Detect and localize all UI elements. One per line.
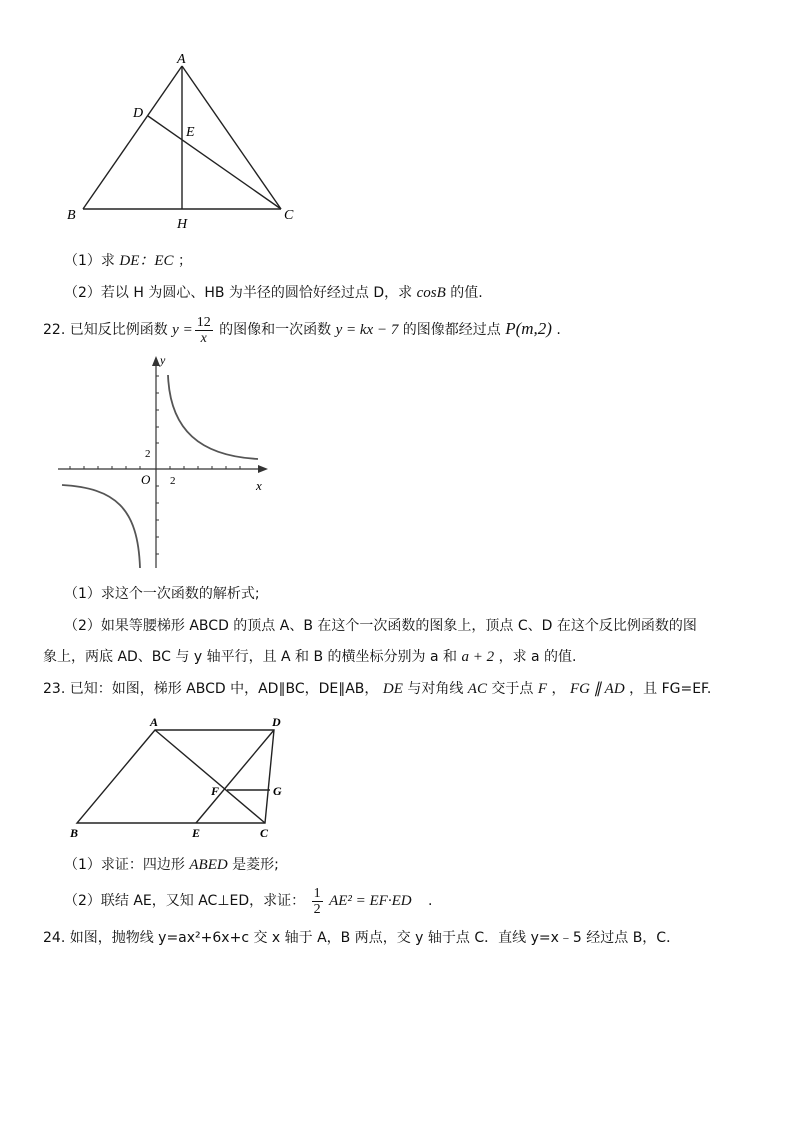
q22-part1: （1）求这个一次函数的解析式; [64,586,260,602]
q22-stem: 22. 已知反比例函数 y = $\frac{12}{x}$ 的图像和一次函数 y = kx − 7 的图像都经过点 P(m,2) . [43,314,561,346]
label-a: A [150,715,159,729]
label-b: B [70,826,79,840]
fraction-one-half: $\frac{1}{2}$ [313,885,321,917]
label-g: G [273,784,282,798]
y-axis-label: y [160,353,166,367]
segment-de [196,730,274,823]
label-f: F [211,784,220,798]
q23-part1: （1）求证：四边形 ABED 是菱形; [64,857,279,873]
linear-function: y = kx − 7 [335,322,399,338]
origin-label: O [141,472,151,487]
q21-part2: （2）若以 H 为圆心、HB 为半径的圆恰好经过点 D，求 cosB 的值. [64,285,483,301]
question-number: 22. [43,322,66,338]
y-tick-label: 2 [145,448,151,460]
diagonal-ac [155,730,265,823]
label-e: E [186,125,195,140]
x-axis-label: x [256,478,262,493]
label-a: A [177,52,186,67]
ratio-expr: DE：EC [119,253,174,269]
equation-ae-squared: AE² = EF·ED [329,893,412,909]
q21-part1: （1）求 DE：EC ； [64,253,192,269]
q24-stem: 24. 如图，抛物线 y=ax²+6x+c 交 x 轴于 A，B 两点，交 y 轴于点 C．直线 y=x﹣5 经过点 B，C． [43,930,681,946]
x-tick-label: 2 [170,475,176,487]
trapezoid-abcd [77,730,274,823]
label-b: B [67,208,76,223]
q22-part2-line1: （2）如果等腰梯形 ABCD 的顶点 A、B 在这个一次函数的图象上，顶点 C、D 在这个反比例函数的图 [64,618,697,634]
q23-stem: 23. 已知：如图，梯形 ABCD 中，AD∥BC，DE∥AB， DE 与对角线 AC 交于点 F ， FG ∥ AD ，且 FG=EF. [43,681,712,697]
label-h: H [177,217,188,232]
q22-part2-line2: 象上，两底 AD、BC 与 y 轴平行，且 A 和 B 的横坐标分别为 a 和 a + 2 ，求 a 的值. [43,649,577,665]
question-number: 23. [43,681,66,697]
q23-part2: （2）联结 AE，又知 AC⊥ED，求证： $\frac{1}{2}$ AE² = EF·ED . [64,885,433,917]
fraction-12-over-x: $\frac{12}{x}$ [196,314,211,346]
label-e: E [192,826,201,840]
label-c: C [284,208,294,223]
cos-expr: cosB [416,285,446,301]
point-p: P(m,2) [505,319,552,338]
label-d: D [272,715,281,729]
label-c: C [260,826,269,840]
label-d: D [133,106,144,121]
question-number: 24. [43,930,66,946]
